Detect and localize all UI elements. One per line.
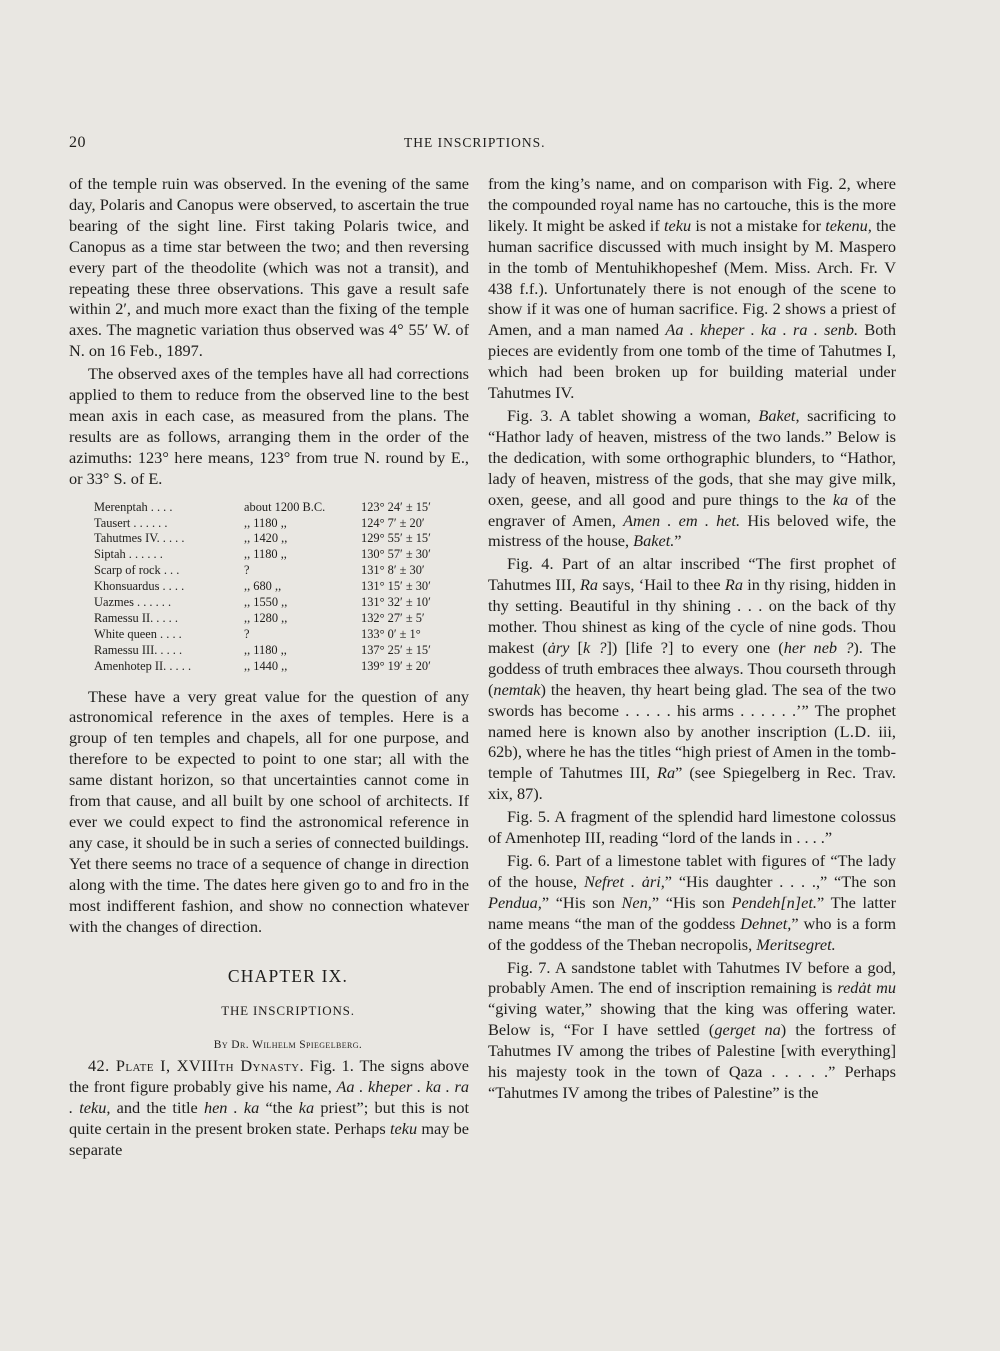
paragraph-axes: The observed axes of the temples have all had corrections applied to them to reduce from the observed line to the best mean axis in each case, as measured from the plans. The results are as follows, arranging them in the order of the azimuths: 123° here means, 123° from true N. round by E., or 33° S. of E. [69, 364, 469, 488]
table-row [94, 579, 461, 595]
azimuth-cell: 123° 24′ ± 15′ [361, 499, 431, 514]
text-run: ]) [life ?] to every one ( [606, 637, 784, 657]
text-run: ” The latter name means “the man of the goddess [488, 892, 896, 933]
text-run: of the engraver of Amen, [488, 489, 897, 530]
chapter-title: THE INSCRIPTIONS. [221, 1003, 355, 1019]
date-cell: ,, 1420 ,, [244, 531, 288, 546]
table-row [94, 547, 461, 563]
paragraph-fig-two [488, 174, 896, 404]
azimuth-cell: 130° 57′ ± 30′ [361, 547, 431, 562]
azimuth-cell: 131° 8′ ± 30′ [361, 563, 425, 578]
page-number: 20 [69, 134, 86, 151]
paragraph-plate-one [69, 1056, 469, 1161]
italic-title: hen . ka [203, 1097, 260, 1117]
table-row [94, 516, 461, 532]
author-byline [69, 1035, 469, 1056]
text-run: ). The goddess of truth embraces thee always. Thou courseth through ( [488, 637, 896, 699]
temple-name-cell: Tausert . . . . . . [94, 515, 168, 530]
italic-term: ȧry [547, 637, 570, 657]
paragraph-fig-four [488, 554, 896, 805]
text-run: ) the heaven, thy heart being glad. The sea of the two swords has become . . . . . his arms . . . . . .’” The prophet named here is known also by another inscription ( [488, 679, 896, 741]
azimuth-table [94, 500, 461, 675]
italic-name: Meritsegret. [756, 934, 836, 954]
paragraph-observations: of the temple ruin was observed. In the evening of the same day, Polaris and Canopus were observed, to ascertain the true bearing of the sight line. First taking Polaris twice, and Canopus as a time star between the two; and then reversing every part of the theodolite (which was not a transit), and repeating these three observations. This gave a result safe within 2′, and much more exact than the fixing of the temple axes. The magnetic variation thus observed was 4° 55′ W. of N. on 16 Feb., 1897. [69, 174, 469, 361]
italic-term: ka [298, 1097, 315, 1117]
italic-term: her neb ? [783, 637, 854, 657]
text-run: from the king’s name, and on comparison with Fig. 2, where the compounded royal name has no cartouche, this is the more likely. It might be asked if [488, 174, 896, 235]
table-row [94, 500, 461, 516]
date-cell: ,, 1280 ,, [244, 610, 288, 625]
italic-name: Baket, [758, 405, 800, 425]
azimuth-cell: 133° 0′ ± 1° [361, 626, 421, 641]
azimuth-cell: 124° 7′ ± 20′ [361, 515, 425, 530]
italic-name: Nen, [621, 892, 652, 912]
temple-name-cell: Merenptah . . . . [94, 499, 173, 514]
italic-name: Aa . kheper . ka . ra . teku, [69, 1077, 470, 1117]
paragraph-fig-three [488, 406, 896, 552]
azimuth-cell: 131° 15′ ± 30′ [361, 579, 431, 594]
right-column [488, 174, 896, 1104]
date-cell: ,, 1180 ,, [244, 515, 287, 530]
text-run: “giving water,” showing that the king was offering water. Below is, “For I have settled ( [488, 999, 896, 1040]
left-column [69, 174, 469, 1161]
date-cell: ,, 1180 ,, [244, 547, 287, 562]
text-run: [ [569, 637, 583, 657]
italic-term: teku [390, 1118, 418, 1138]
text-run: in thy rising, hidden in thy setting. Beautiful in thy shining . . . on the back of thy mother. Thou shinest as king of the cycle of nine gods. Thou makest ( [488, 575, 897, 657]
italic-name: Aa . kheper . ka . ra . senb. [665, 320, 859, 340]
text-run: Fig. 6. Part of a limestone tablet with figures of “The lady of the house, [488, 851, 896, 891]
text-run: and the title [110, 1097, 204, 1117]
date-cell: ,, 1440 ,, [244, 658, 288, 673]
text-run: may be separate [69, 1118, 470, 1159]
italic-term: gerget na [714, 1020, 781, 1040]
italic-name: Ra [579, 575, 599, 595]
italic-name: Baket. [633, 531, 675, 551]
italic-term: nemtak [493, 679, 541, 699]
temple-name-cell: Siptah . . . . . . [94, 547, 163, 562]
byline-text: By Dr. Wilhelm Spiegelberg. [213, 1039, 363, 1052]
italic-name: Ra [724, 575, 743, 595]
date-cell: ,, 680 ,, [244, 579, 282, 594]
text-run: Both pieces are evidently from one tomb of the time of Tahutmes I, which had been broken up for building material under Tahutmes IV. [488, 320, 897, 403]
italic-name: Amen . em . het. [623, 510, 741, 530]
italic-name: Ra [657, 763, 676, 783]
azimuth-cell: 131° 32′ ± 10′ [361, 595, 431, 610]
text-run: Fig. 7. A sandstone tablet with Tahutmes IV before a god, probably Amen. The end of inscription remaining is [488, 957, 896, 998]
text-run: ” [674, 531, 682, 551]
text-run: is not a mistake for [691, 215, 826, 235]
running-title: THE INSCRIPTIONS. [404, 135, 546, 150]
azimuth-cell: 139° 19′ ± 20′ [361, 658, 431, 673]
text-run: sacrificing to “Hathor lady of heaven, mistress of the two lands.” Below is the dedication, with some orthographic blunders, to “Hathor, lady of heaven, mistress of the gods, that she may give milk, oxen, geese, and all good and pure things to the [488, 405, 897, 509]
temple-name-cell: Scarp of rock . . . [94, 563, 180, 578]
italic-name: Pendua, [488, 892, 542, 912]
temple-name-cell: Tahutmes IV. . . . . [94, 531, 185, 546]
text-run: Fig. 4. Part of an altar inscribed “The first prophet of Tahutmes III, [488, 554, 896, 595]
table-row [94, 531, 461, 547]
chapter-heading: CHAPTER IX. [227, 966, 349, 987]
table-row [94, 595, 461, 611]
text-run: ” “His son [651, 892, 732, 912]
text-run: priest”; but this is not quite certain in the present broken state. Perhaps [69, 1097, 470, 1138]
italic-term: k ? [582, 637, 607, 657]
temple-name-cell: Ramessu III. . . . . [94, 642, 183, 657]
temple-name-cell: Uazmes . . . . . . [94, 595, 172, 610]
italic-name: Dehnet, [740, 913, 792, 933]
azimuth-cell: 132° 27′ ± 5′ [361, 610, 425, 625]
azimuth-cell: 129° 55′ ± 15′ [361, 531, 431, 546]
abbreviation: L.D. [839, 721, 872, 741]
text-run: ” “His son [541, 892, 622, 912]
table-row [94, 659, 461, 675]
text-run: the human sacrifice discussed with much insight by M. Maspero in the tomb of Mentuhikhopeshef (Mem. Miss. Arch. Fr. V 438 f.f.). Unfortunately there is not enough of the scene to show if it was one of human sacrifice. Fig. 2 shows a priest of Amen, and a man named [488, 215, 896, 340]
table-row [94, 611, 461, 627]
text-run: Fig. 1. The signs above the front figure probably give his name, [69, 1056, 469, 1097]
table-row [94, 643, 461, 659]
text-run: His beloved wife, the mistress of the house, [488, 510, 896, 551]
italic-name: Nefret . ȧri, [583, 871, 665, 891]
date-cell: about 1200 B.C. [244, 499, 326, 514]
text-run: says, ‘Hail to thee [598, 575, 725, 595]
text-run: Fig. 3. A tablet showing a woman, [507, 405, 759, 425]
italic-term: tekenu, [825, 215, 872, 235]
italic-term: teku [664, 215, 692, 235]
text-run: “the [259, 1097, 299, 1117]
date-cell: ,, 1180 ,, [244, 642, 287, 657]
paragraph-fig-five: Fig. 5. A fragment of the splendid hard limestone colossus of Amenhotep III, reading “lord of the lands in . . . .” [488, 807, 896, 848]
italic-name: Pendeh[n]et. [731, 892, 817, 912]
temple-name-cell: White queen . . . . [94, 626, 182, 641]
table-row [94, 563, 461, 579]
paragraph-fig-six [488, 851, 896, 956]
text-run: ” (see Spiegelberg in Rec. Trav. xix, 87). [488, 763, 896, 804]
temple-name-cell: Khonsuardus . . . . [94, 579, 185, 594]
text-run: ” “His daughter . . . .,” “The son [664, 871, 897, 891]
text-run: ” who is a form of the goddess of the Theban necropolis, [488, 913, 897, 954]
paragraph-conclusion: These have a very great value for the question of any astronomical reference in the axes of temples. Here is a group of ten temples and chapels, all for one purpose, and therefore to be expected to point to one star; all with the same distant horizon, so that uncertainties cannot come in from that cause, and all built by one school of architects. If ever we could expect to find the astronomical reference in any case, it should be in such a series of connected buildings. Yet there seems no trace of a sequence of change in direction along with the time. The dates here given go to and fro in the most indifferent fashion, and show no connection whatever with the changes of direction. [69, 686, 469, 936]
text-run: ) the fortress of Tahutmes IV among the tribes of Palestine [with everything] his majesty took in the town of Qaza . . . . .” Perhaps “Tahutmes IV among the tribes of Palestine” is the [488, 1020, 896, 1102]
table-row [94, 627, 461, 643]
temple-name-cell: Amenhotep II. . . . . [94, 658, 192, 673]
italic-term: ka [832, 489, 849, 509]
temple-name-cell: Ramessu II. . . . . [94, 610, 178, 625]
date-cell: ? [244, 563, 250, 578]
italic-term: redȧt mu [837, 978, 896, 998]
text-run: iii, 62b), where he has the titles “high priest of Amen in the tomb-temple of Tahutmes III, [488, 721, 896, 783]
paragraph-fig-seven [488, 958, 896, 1104]
section-heading: 42. Plate I, XVIIIth Dynasty. [88, 1056, 304, 1076]
date-cell: ? [244, 626, 250, 641]
date-cell: ,, 1550 ,, [244, 595, 288, 610]
azimuth-cell: 137° 25′ ± 15′ [361, 642, 431, 657]
